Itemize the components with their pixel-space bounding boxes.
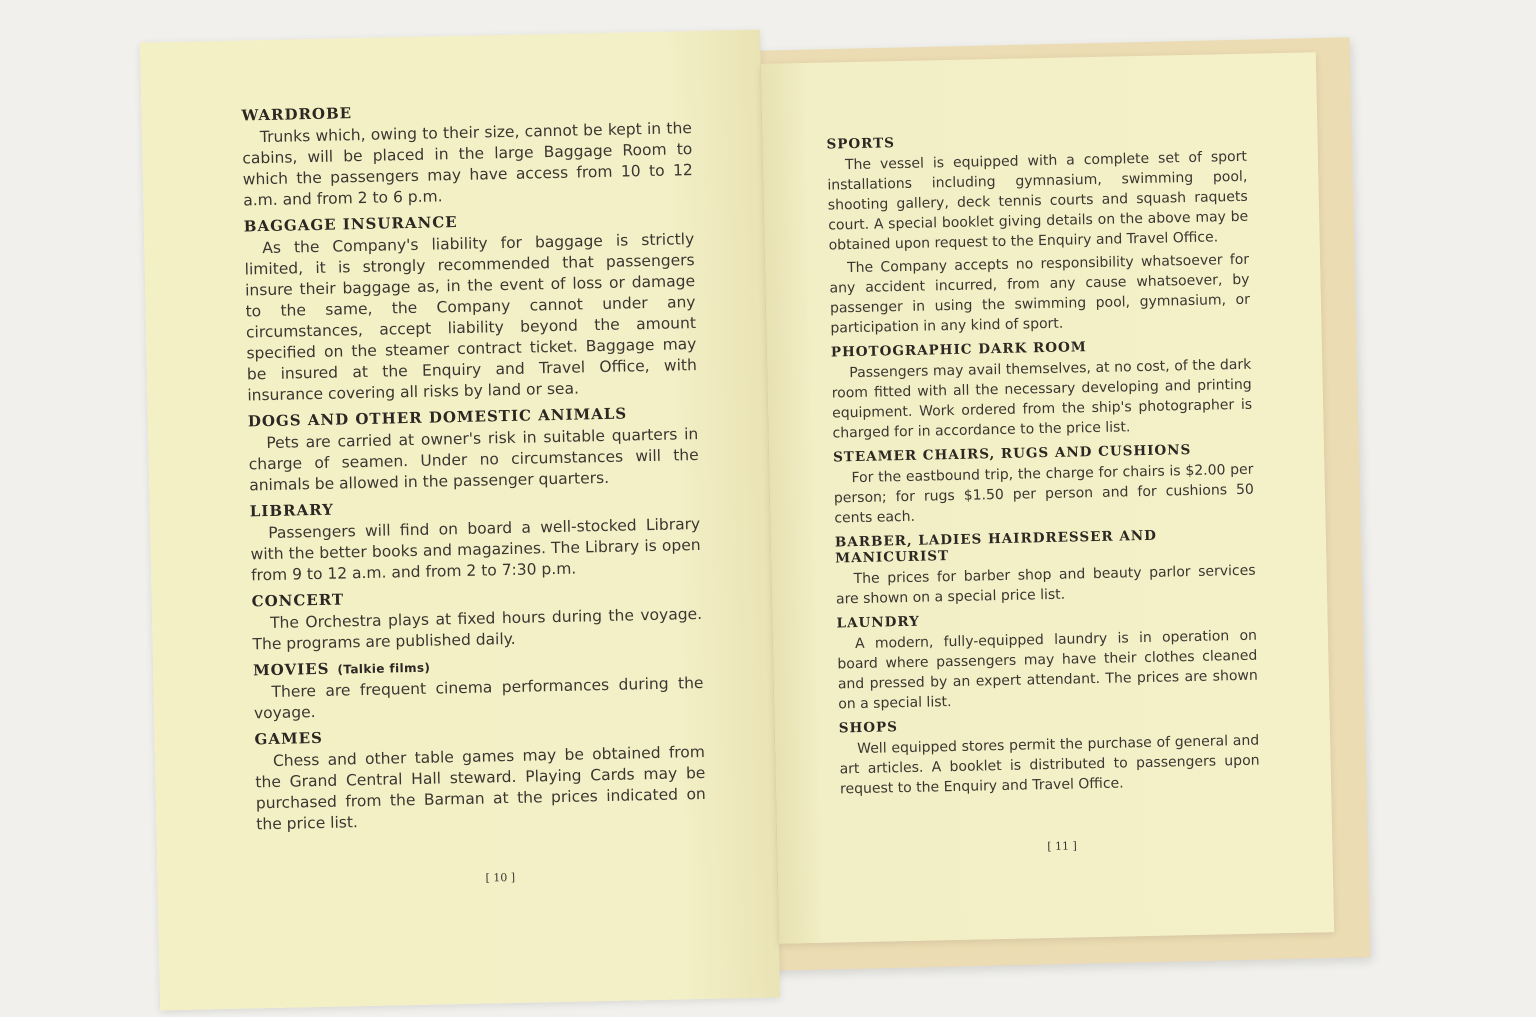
section-library: [250, 493, 702, 586]
section-wardrobe: [241, 97, 693, 211]
section-paragraph: Pets are carried at owner's risk in suitable quarters in charge of seamen. Under no circumstances will the animals be allowed in the passenger quarters.: [248, 424, 699, 495]
section-heading: BAGGAGE INSURANCE: [243, 212, 458, 236]
section-paragraph: Trunks which, owing to their size, cannot be kept in the cabins, will be placed in the large Baggage Room to which the passengers may have access from 10 to 12 a.m. and from 2 to 6 p.m.: [242, 119, 693, 210]
page-number: [ 10 ]: [485, 870, 516, 885]
section-heading: PHOTOGRAPHIC DARK ROOM: [830, 339, 1087, 361]
section-paragraph: A modern, fully-equipped laundry is in operation on board where passengers may have their clothes cleaned and pressed by an expert attendant. The prices are shown on a special list.: [837, 627, 1258, 713]
section-concert: [251, 583, 702, 655]
section-paragraph: Passengers may avail themselves, at no cost, of the dark room fitted with all the necessary developing and printing equipment. Work ordered from the ship's photographer is charged for in accordance to the price list.: [831, 356, 1253, 442]
section-heading: LIBRARY: [249, 500, 335, 521]
section-paragraph: Passengers will find on board a well-stocked Library with the better books and magazines. The Library is open from 9 to 12 a.m. and from 2 to 7:30 p.m.: [250, 514, 701, 585]
section-dogs-and-other-domestic-animals: [248, 403, 700, 496]
page-number: [ 11 ]: [1047, 839, 1078, 854]
section-paragraph: The Company accepts no responsibility whatsoever for any accident incurred, from any cause whatsoever, by passenger in using the swimming pool, gymnasium, or participation in any kind of sport.: [829, 251, 1251, 337]
left-page: [140, 30, 780, 1011]
left-page-content: [241, 97, 706, 841]
section-barber-hairdresser-manicurist: [835, 526, 1256, 610]
section-heading: BARBER, LADIES HAIRDRESSER AND MANICURIST: [834, 527, 1158, 567]
section-heading: SPORTS: [826, 135, 896, 153]
section-paragraph: Well equipped stores permit the purchase of general and art articles. A booklet is distributed to passengers upon request to the Enquiry and Travel Office.: [839, 732, 1260, 798]
section-movies: [253, 652, 704, 724]
section-paragraph: For the eastbound trip, the charge for chairs is $2.00 per person; for rugs $1.50 per person and for cushions 50 cents each.: [833, 461, 1255, 527]
section-shops: [839, 712, 1261, 800]
section-baggage-insurance: [244, 208, 698, 406]
section-heading: CONCERT: [251, 590, 345, 611]
section-paragraph: The Orchestra plays at fixed hours during the voyage. The programs are published daily.: [252, 604, 703, 654]
right-page: [761, 52, 1334, 943]
right-page-content: [826, 128, 1260, 806]
section-paragraph: Chess and other table games may be obtained from the Grand Central Hall steward. Playing Cards may be purchased from the Barman at the prices indicated on the price list.: [255, 742, 706, 834]
section-heading: SHOPS: [838, 719, 899, 737]
section-subheading: (Talkie films): [337, 660, 431, 677]
section-heading: DOGS AND OTHER DOMESTIC ANIMALS: [247, 404, 628, 431]
section-heading: STEAMER CHAIRS, RUGS AND CUSHIONS: [832, 441, 1192, 466]
section-heading: LAUNDRY: [836, 613, 920, 632]
section-paragraph: The prices for barber shop and beauty parlor services are shown on a special price list.: [835, 562, 1256, 608]
section-photographic-dark-room: [831, 336, 1253, 444]
section-laundry: [836, 607, 1258, 715]
section-heading-text: MOVIES: [252, 659, 330, 680]
section-paragraph: There are frequent cinema performances during the voyage.: [253, 673, 704, 723]
section-heading: WARDROBE: [241, 104, 353, 125]
section-sports: [826, 128, 1250, 339]
section-steamer-chairs: [833, 441, 1255, 529]
section-heading: GAMES: [254, 728, 324, 749]
section-paragraph: The vessel is equipped with a complete set of sport installations including gymnasium, swimming pool, shooting gallery, deck tennis courts and squash raquets court. A special booklet giving details on the above may be obtained upon request to the Enquiry and Travel Office.: [827, 148, 1249, 254]
section-paragraph: As the Company's liability for baggage is strictly limited, it is strongly recommended that passengers insure their baggage as, in the event of loss or damage to the same, the Company cannot under any circumstances, accept liability beyond the amount specified on the steamer contract ticket. Baggage may be insured at the Enquiry and Travel Office, with insurance covering all risks by land or sea.: [244, 230, 697, 405]
section-games: [254, 721, 706, 835]
